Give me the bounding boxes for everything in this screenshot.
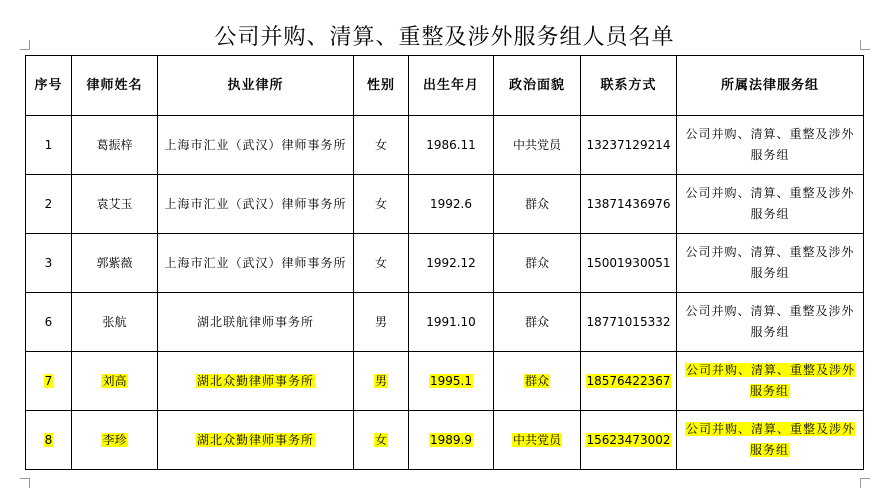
lawyer-list-table <box>25 55 864 470</box>
cell-service-group <box>677 352 864 411</box>
cell-law-firm <box>158 175 354 234</box>
cell-phone-number <box>581 352 677 411</box>
row-number-text: 3 <box>44 255 53 270</box>
table-row <box>26 234 864 293</box>
page-corner-mark <box>860 40 870 50</box>
cell-political-status <box>494 116 581 175</box>
cell-service-group <box>677 175 864 234</box>
lawyer-name-text: 李珍 <box>102 432 127 447</box>
birth-date-text: 1992.12 <box>426 255 476 270</box>
phone-number-text: 15623473002 <box>586 432 671 447</box>
cell-gender <box>354 411 409 470</box>
cell-lawyer-name <box>72 116 158 175</box>
lawyer-name-text: 郭紫薇 <box>96 255 133 270</box>
row-number-text: 6 <box>44 314 53 329</box>
header-cell-group: 所属法律服务组 <box>677 56 864 116</box>
service-group-text: 公司并购、清算、重整及涉外服务组 <box>685 422 855 457</box>
page-corner-mark <box>20 478 30 488</box>
gender-text: 女 <box>374 137 387 152</box>
law-firm-text: 湖北众勤律师事务所 <box>196 432 314 447</box>
cell-law-firm <box>158 234 354 293</box>
header-row <box>26 56 864 116</box>
table-row <box>26 411 864 470</box>
document-title: 公司并购、清算、重整及涉外服务组人员名单 <box>214 25 675 50</box>
cell-gender <box>354 116 409 175</box>
cell-row-number <box>26 234 72 293</box>
service-group-text: 公司并购、清算、重整及涉外服务组 <box>685 127 855 162</box>
cell-political-status <box>494 352 581 411</box>
law-firm-text: 上海市汇业（武汉）律师事务所 <box>164 196 347 211</box>
row-number-text: 7 <box>44 373 53 388</box>
cell-row-number <box>26 352 72 411</box>
lawyer-name-text: 葛振梓 <box>96 137 133 152</box>
cell-service-group <box>677 234 864 293</box>
header-cell-name: 律师姓名 <box>72 56 158 116</box>
cell-service-group <box>677 411 864 470</box>
gender-text: 男 <box>374 373 387 388</box>
gender-text: 女 <box>374 196 387 211</box>
cell-row-number <box>26 116 72 175</box>
law-firm-text: 湖北众勤律师事务所 <box>196 373 314 388</box>
service-group-text: 公司并购、清算、重整及涉外服务组 <box>685 304 855 339</box>
cell-lawyer-name <box>72 411 158 470</box>
cell-phone-number <box>581 175 677 234</box>
gender-text: 男 <box>374 314 387 329</box>
cell-service-group <box>677 293 864 352</box>
phone-number-text: 18576422367 <box>586 373 671 388</box>
cell-birth-date <box>409 116 494 175</box>
cell-gender <box>354 293 409 352</box>
cell-phone-number <box>581 293 677 352</box>
row-number-text: 1 <box>44 137 53 152</box>
phone-number-text: 15001930051 <box>586 255 671 270</box>
header-cell-political: 政治面貌 <box>494 56 581 116</box>
cell-birth-date <box>409 293 494 352</box>
table-row <box>26 116 864 175</box>
service-group-text: 公司并购、清算、重整及涉外服务组 <box>685 186 855 221</box>
cell-phone-number <box>581 411 677 470</box>
cell-phone-number <box>581 116 677 175</box>
lawyer-name-text: 张航 <box>102 314 127 329</box>
cell-law-firm <box>158 352 354 411</box>
cell-row-number <box>26 411 72 470</box>
cell-political-status <box>494 411 581 470</box>
cell-lawyer-name <box>72 234 158 293</box>
header-cell-gender: 性别 <box>354 56 409 116</box>
header-cell-birth: 出生年月 <box>409 56 494 116</box>
row-number-text: 8 <box>44 432 53 447</box>
political-status-text: 群众 <box>524 255 549 270</box>
law-firm-text: 上海市汇业（武汉）律师事务所 <box>164 137 347 152</box>
law-firm-text: 上海市汇业（武汉）律师事务所 <box>164 255 347 270</box>
page-corner-mark <box>20 40 30 50</box>
political-status-text: 中共党员 <box>512 137 561 152</box>
header-cell-firm: 执业律所 <box>158 56 354 116</box>
birth-date-text: 1992.6 <box>430 196 472 211</box>
law-firm-text: 湖北联航律师事务所 <box>196 314 314 329</box>
political-status-text: 中共党员 <box>512 432 561 447</box>
cell-lawyer-name <box>72 352 158 411</box>
phone-number-text: 18771015332 <box>586 314 671 329</box>
cell-law-firm <box>158 411 354 470</box>
cell-political-status <box>494 234 581 293</box>
header-cell-phone: 联系方式 <box>581 56 677 116</box>
table-row <box>26 352 864 411</box>
cell-law-firm <box>158 293 354 352</box>
political-status-text: 群众 <box>524 314 549 329</box>
cell-political-status <box>494 175 581 234</box>
cell-birth-date <box>409 352 494 411</box>
cell-birth-date <box>409 175 494 234</box>
lawyer-name-text: 刘高 <box>102 373 127 388</box>
birth-date-text: 1995.1 <box>430 373 472 388</box>
cell-gender <box>354 234 409 293</box>
cell-gender <box>354 175 409 234</box>
row-number-text: 2 <box>44 196 53 211</box>
cell-lawyer-name <box>72 175 158 234</box>
phone-number-text: 13237129214 <box>586 137 671 152</box>
table-row <box>26 293 864 352</box>
service-group-text: 公司并购、清算、重整及涉外服务组 <box>685 245 855 280</box>
birth-date-text: 1991.10 <box>426 314 476 329</box>
cell-birth-date <box>409 411 494 470</box>
cell-service-group <box>677 116 864 175</box>
birth-date-text: 1986.11 <box>426 137 476 152</box>
cell-lawyer-name <box>72 293 158 352</box>
political-status-text: 群众 <box>524 196 549 211</box>
cell-political-status <box>494 293 581 352</box>
cell-phone-number <box>581 234 677 293</box>
table-row <box>26 175 864 234</box>
lawyer-name-text: 袁艾玉 <box>96 196 133 211</box>
page-corner-mark <box>860 478 870 488</box>
gender-text: 女 <box>374 255 387 270</box>
cell-row-number <box>26 175 72 234</box>
service-group-text: 公司并购、清算、重整及涉外服务组 <box>685 363 855 398</box>
cell-birth-date <box>409 234 494 293</box>
cell-row-number <box>26 293 72 352</box>
gender-text: 女 <box>374 432 387 447</box>
cell-law-firm <box>158 116 354 175</box>
cell-gender <box>354 352 409 411</box>
header-cell-no: 序号 <box>26 56 72 116</box>
phone-number-text: 13871436976 <box>586 196 671 211</box>
birth-date-text: 1989.9 <box>430 432 472 447</box>
political-status-text: 群众 <box>524 373 549 388</box>
